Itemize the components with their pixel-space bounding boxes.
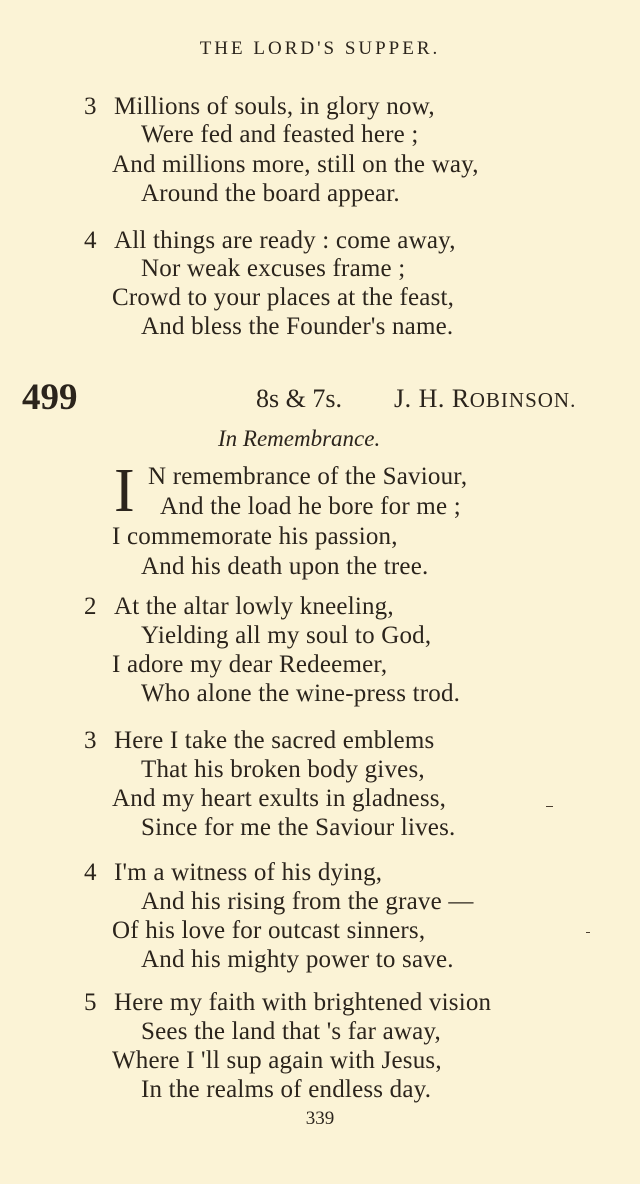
stanza-number: 4 <box>84 227 97 254</box>
stanza-number: 2 <box>84 593 97 620</box>
hymn-meter: 8s & 7s. <box>256 384 342 413</box>
verse-line: And the load he bore for me ; <box>160 493 461 520</box>
print-mark <box>586 932 590 933</box>
verse-line: And his rising from the grave — <box>141 888 474 915</box>
verse-line: Who alone the wine-press trod. <box>141 680 461 707</box>
verse-line: Here I take the sacred emblems <box>114 727 435 754</box>
stanza-number: 5 <box>84 989 97 1016</box>
verse-line: Yielding all my soul to God, <box>141 622 432 649</box>
verse-line: Were fed and feasted here ; <box>141 121 419 148</box>
stanza-number: 3 <box>84 93 97 120</box>
verse-line: That his broken body gives, <box>141 756 425 783</box>
verse-line: I'm a witness of his dying, <box>114 859 383 886</box>
verse-line: Around the board appear. <box>141 180 400 207</box>
verse-line: Here my faith with brightened vision <box>114 989 492 1016</box>
verse-line: Millions of souls, in glory now, <box>114 93 435 120</box>
running-head: THE LORD'S SUPPER. <box>199 38 441 59</box>
author-initials: J. H. R <box>394 384 470 413</box>
verse-line: And his death upon the tree. <box>141 553 429 580</box>
verse-line: Since for me the Saviour lives. <box>141 814 456 841</box>
page-number: 339 <box>305 1108 335 1129</box>
verse-line: Nor weak excuses frame ; <box>141 255 406 282</box>
verse-line: And his mighty power to save. <box>141 946 454 973</box>
verse-line: Of his love for outcast sinners, <box>112 917 426 944</box>
verse-line: N remembrance of the Saviour, <box>148 463 468 490</box>
hymn-number: 499 <box>22 377 78 418</box>
verse-line: And millions more, still on the way, <box>112 151 479 178</box>
drop-cap: I <box>114 457 135 525</box>
verse-line: Sees the land that 's far away, <box>141 1018 441 1045</box>
hymn-title: In Remembrance. <box>218 426 381 451</box>
verse-line: And my heart exults in gladness, <box>112 785 447 812</box>
author-surname-smallcaps: OBINSON. <box>469 388 577 412</box>
stanza-number: 4 <box>84 859 97 886</box>
verse-line: And bless the Founder's name. <box>141 313 454 340</box>
stanza-number: 3 <box>84 727 97 754</box>
print-mark <box>546 806 553 807</box>
verse-line: At the altar lowly kneeling, <box>114 593 394 620</box>
verse-line: I adore my dear Redeemer, <box>112 651 388 678</box>
hymn-author <box>394 384 576 415</box>
verse-line: All things are ready : come away, <box>114 227 456 254</box>
verse-line: Crowd to your places at the feast, <box>112 284 455 311</box>
verse-line: I commemorate his passion, <box>112 523 398 550</box>
verse-line: Where I 'll sup again with Jesus, <box>112 1047 442 1074</box>
verse-line: In the realms of endless day. <box>141 1076 432 1103</box>
